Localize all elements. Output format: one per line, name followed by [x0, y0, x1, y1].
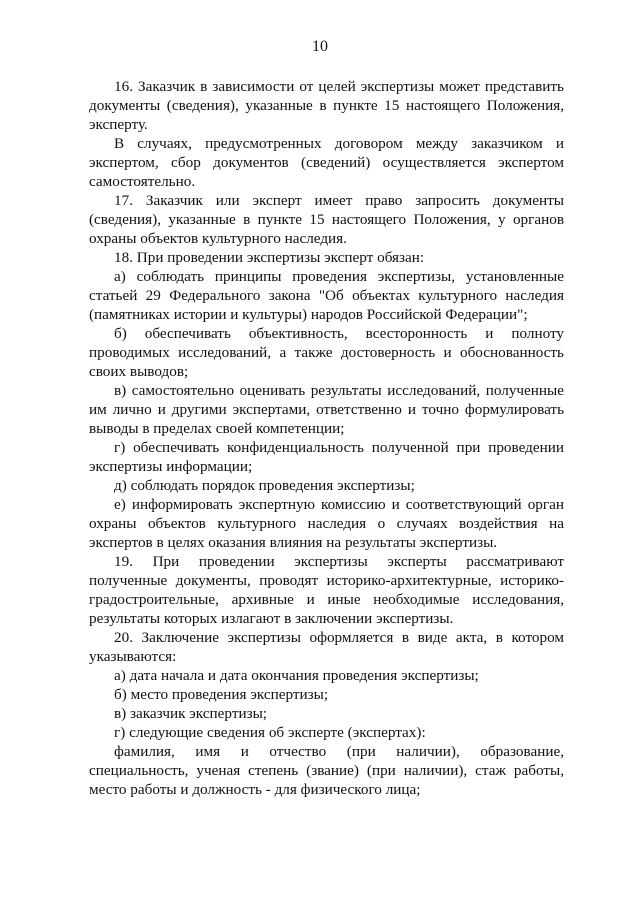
paragraph-18-d: д) соблюдать порядок проведения экспертизы;: [114, 477, 415, 494]
paragraph-18-e: е) информировать экспертную комиссию и соответствующий орган охраны объектов культурного наследия о случаях воздействия на экспертов в целях оказания влияния на результаты экспертизы.: [89, 496, 564, 551]
paragraph-18-b: б) обеспечивать объективность, всесторонность и полноту проводимых исследований, а также достоверность и обоснованность своих выводов;: [89, 325, 564, 380]
paragraph-16: 16. Заказчик в зависимости от целей экспертизы может представить документы (сведения), указанные в пункте 15 настоящего Положения, эксперту.: [89, 78, 564, 133]
paragraph-20-a: а) дата начала и дата окончания проведения экспертизы;: [114, 667, 479, 684]
paragraph-20-g-individual: фамилия, имя и отчество (при наличии), образование, специальность, ученая степень (звание) (при наличии), стаж работы, место работы и должность - для физического лица;: [89, 743, 564, 798]
paragraph-16-contract-cases: В случаях, предусмотренных договором между заказчиком и экспертом, сбор документов (сведений) осуществляется экспертом самостоятельно.: [89, 135, 564, 190]
page-number: 10: [312, 38, 328, 55]
paragraph-18-v: в) самостоятельно оценивать результаты исследований, полученные им лично и другими экспертами, ответственно и точно формулировать выводы в пределах своей компетенции;: [89, 382, 564, 437]
document-body: [89, 77, 564, 799]
paragraph-18-g: г) обеспечивать конфиденциальность полученной при проведении экспертизы информации;: [89, 439, 564, 475]
paragraph-20: 20. Заключение экспертизы оформляется в виде акта, в котором указываются:: [89, 629, 564, 665]
paragraph-20-g: г) следующие сведения об эксперте (экспертах):: [114, 724, 426, 741]
paragraph-20-v: в) заказчик экспертизы;: [114, 705, 268, 722]
paragraph-17: 17. Заказчик или эксперт имеет право запросить документы (сведения), указанные в пункте 15 настоящего Положения, у органов охраны объектов культурного наследия.: [89, 192, 564, 247]
paragraph-20-b: б) место проведения экспертизы;: [114, 686, 329, 703]
paragraph-19: 19. При проведении экспертизы эксперты рассматривают полученные документы, проводят историко-архитектурные, историко-градостроительные, архивные и иные необходимые исследования, результаты которых излагают в заключении экспертизы.: [89, 553, 564, 627]
paragraph-18: 18. При проведении экспертизы эксперт обязан:: [114, 249, 425, 266]
paragraph-18-a: а) соблюдать принципы проведения экспертизы, установленные статьей 29 Федерального закона "Об объектах культурного наследия (памятниках истории и культуры) народов Российской Федерации";: [89, 268, 564, 323]
